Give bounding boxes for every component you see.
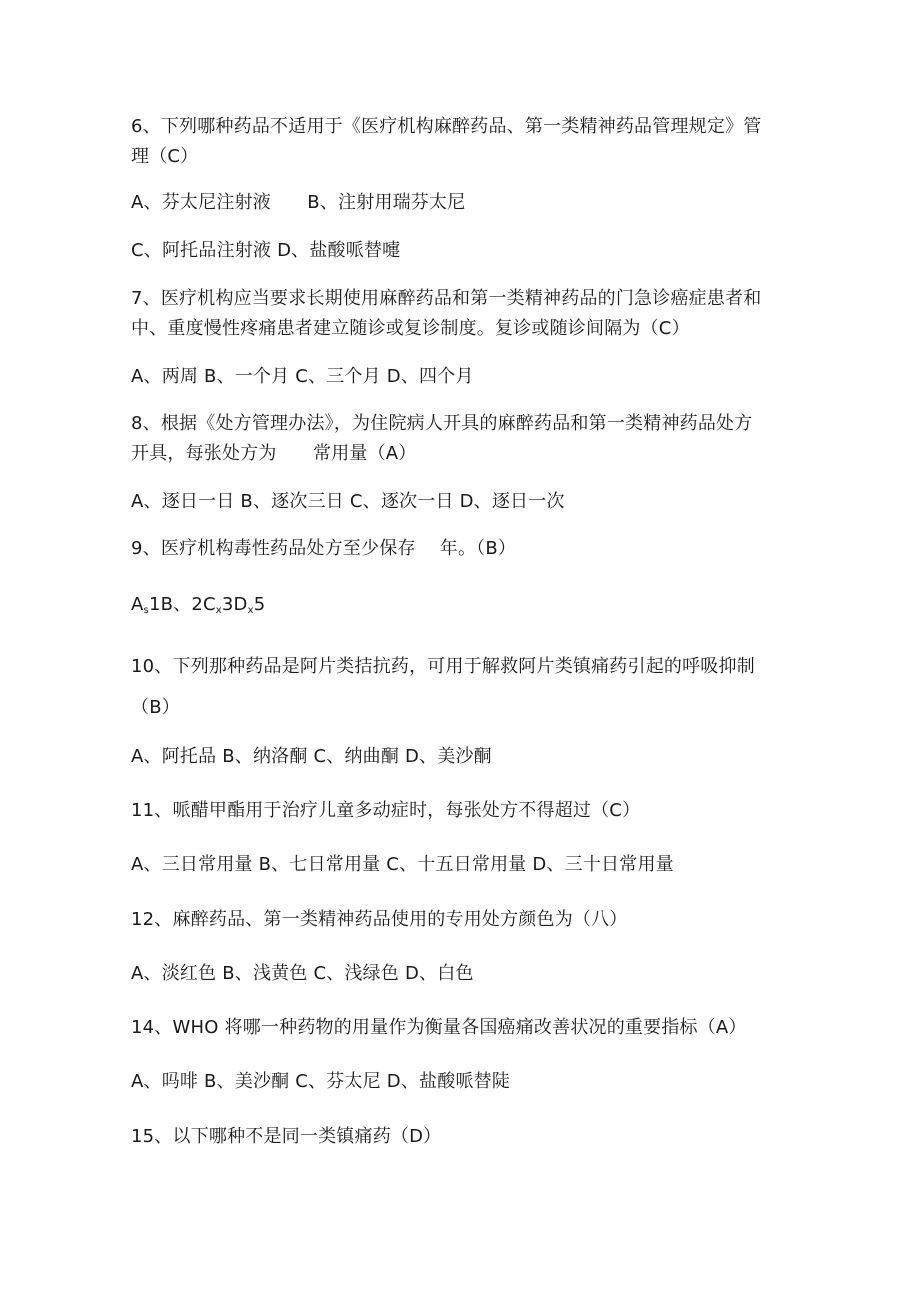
question-11-options: A、三日常用量 B、七日常用量 C、十五日常用量 D、三十日常用量 [131, 854, 674, 875]
question-6-line-1: 6、下列哪种药品不适用于《医疗机构麻醉药品、第一类精神药品管理规定》管 [131, 116, 762, 137]
question-6-line-2: 理（C） [131, 146, 199, 167]
question-12-options: A、淡红色 B、浅黄色 C、浅绿色 D、白色 [131, 963, 474, 984]
question-10-options: A、阿托品 B、纳洛酮 C、纳曲酮 D、美沙酮 [131, 746, 492, 767]
question-7-line-2: 中、重度慢性疼痛患者建立随诊或复诊制度。复诊或随诊间隔为（C） [131, 318, 690, 339]
question-8-options: A、逐日一日 B、逐次三日 C、逐次一日 D、逐日一次 [131, 491, 565, 512]
question-9-options: $A_s1B$、$2C_x3D_x5$ [131, 594, 266, 616]
question-10-line-1: 10、下列那种药品是阿片类拮抗药，可用于解救阿片类镇痛药引起的呼吸抑制 [131, 656, 755, 677]
question-6-options-line-1: A、芬太尼注射液 B、注射用瑞芬太尼 [131, 192, 466, 213]
question-8-line-1: 8、根据《处方管理办法》，为住院病人开具的麻醉药品和第一类精神药品处方 [131, 413, 753, 434]
question-10-line-2: （B） [131, 697, 180, 718]
question-7-line-1: 7、医疗机构应当要求长期使用麻醉药品和第一类精神药品的门急诊癌症患者和 [131, 288, 762, 309]
question-14-line: 14、WHO 将哪一种药物的用量作为衡量各国癌痛改善状况的重要指标（A） [131, 1017, 747, 1038]
question-7-options: A、两周 B、一个月 C、三个月 D、四个月 [131, 366, 474, 387]
question-14-options: A、吗啡 B、美沙酮 C、芬太尼 D、盐酸哌替陡 [131, 1071, 511, 1092]
question-6-options-line-2: C、阿托品注射液 D、盐酸哌替嚏 [131, 240, 401, 261]
question-11-line: 11、哌醋甲酯用于治疗儿童多动症时，每张处方不得超过（C） [131, 800, 641, 821]
question-9-line: 9、医疗机构毒性药品处方至少保存 年。（B） [131, 538, 517, 559]
question-15-line: 15、以下哪种不是同一类镇痛药（D） [131, 1126, 442, 1147]
question-8-line-2: 开具，每张处方为 常用量（A） [131, 443, 417, 464]
question-12-line: 12、麻醉药品、第一类精神药品使用的专用处方颜色为（八） [131, 909, 628, 930]
